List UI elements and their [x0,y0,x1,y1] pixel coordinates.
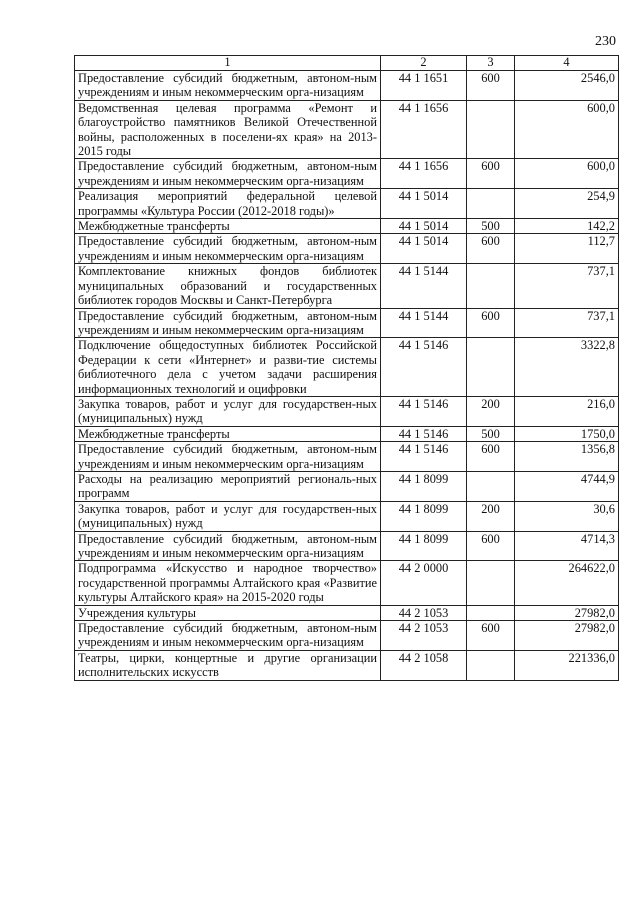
row-type-cell: 500 [467,426,515,441]
row-name-cell: Театры, цирки, концертные и другие организации исполнительских искусств [75,650,381,680]
row-code-cell: 44 1 8099 [381,531,467,561]
row-type-cell: 600 [467,71,515,101]
table-row [75,396,619,426]
header-col-3: 3 [467,56,515,71]
row-code-cell: 44 1 5146 [381,338,467,397]
table-row [75,159,619,189]
row-amount-cell: 3322,8 [515,338,619,397]
row-name-cell: Закупка товаров, работ и услуг для государствен-ных (муниципальных) нужд [75,396,381,426]
row-code-cell: 44 1 5146 [381,396,467,426]
row-name-cell: Предоставление субсидий бюджетным, автоном-ным учреждениям и иным некоммерческим орга-низациям [75,621,381,651]
row-code-cell: 44 1 5014 [381,219,467,234]
header-col-1: 1 [75,56,381,71]
row-type-cell: 600 [467,442,515,472]
row-code-cell: 44 1 5014 [381,234,467,264]
row-code-cell: 44 1 1656 [381,100,467,159]
row-amount-cell: 27982,0 [515,605,619,620]
row-amount-cell: 27982,0 [515,621,619,651]
row-amount-cell: 600,0 [515,159,619,189]
row-name-cell: Предоставление субсидий бюджетным, автоном-ным учреждениям и иным некоммерческим орга-низациям [75,71,381,101]
table-row [75,605,619,620]
row-amount-cell: 4744,9 [515,471,619,501]
row-amount-cell: 216,0 [515,396,619,426]
row-amount-cell: 142,2 [515,219,619,234]
table-row [75,426,619,441]
table-row [75,442,619,472]
row-name-cell: Комплектование книжных фондов библиотек муниципальных образований и государственных библиотек городов Москвы и Санкт-Петербурга [75,264,381,308]
row-name-cell: Подпрограмма «Искусство и народное творчество» государственной программы Алтайского края «Развитие культуры Алтайского края» на 2015-2020 годы [75,561,381,605]
row-name-cell: Предоставление субсидий бюджетным, автоном-ным учреждениям и иным некоммерческим орга-низациям [75,442,381,472]
table-row [75,501,619,531]
row-code-cell: 44 2 1053 [381,605,467,620]
row-type-cell: 600 [467,531,515,561]
row-code-cell: 44 2 1053 [381,621,467,651]
row-amount-cell: 30,6 [515,501,619,531]
row-type-cell [467,605,515,620]
row-type-cell [467,650,515,680]
row-code-cell: 44 1 1651 [381,71,467,101]
row-name-cell: Предоставление субсидий бюджетным, автоном-ным учреждениям и иным некоммерческим орга-низациям [75,531,381,561]
row-code-cell: 44 1 5146 [381,442,467,472]
row-code-cell: 44 1 5146 [381,426,467,441]
row-code-cell: 44 1 1656 [381,159,467,189]
row-amount-cell: 737,1 [515,308,619,338]
row-name-cell: Учреждения культуры [75,605,381,620]
row-type-cell [467,561,515,605]
row-code-cell: 44 2 0000 [381,561,467,605]
row-name-cell: Закупка товаров, работ и услуг для государствен-ных (муниципальных) нужд [75,501,381,531]
row-type-cell [467,100,515,159]
row-amount-cell: 254,9 [515,189,619,219]
row-type-cell: 500 [467,219,515,234]
row-name-cell: Расходы на реализацию мероприятий региональ-ных программ [75,471,381,501]
row-type-cell [467,189,515,219]
row-amount-cell: 1356,8 [515,442,619,472]
row-amount-cell: 221336,0 [515,650,619,680]
page-number: 230 [595,34,616,49]
row-code-cell: 44 1 8099 [381,501,467,531]
row-type-cell [467,264,515,308]
table-row [75,264,619,308]
row-amount-cell: 737,1 [515,264,619,308]
row-name-cell: Ведомственная целевая программа «Ремонт и благоустройство памятников Великой Отечественной войны, расположенных в поселени-ях края» на 2013-2015 годы [75,100,381,159]
row-type-cell: 600 [467,159,515,189]
row-name-cell: Подключение общедоступных библиотек Российской Федерации к сети «Интернет» и разви-тие системы библиотечного дела с учетом задачи расширения информационных технологий и оцифровки [75,338,381,397]
table-row [75,308,619,338]
row-type-cell: 200 [467,396,515,426]
row-type-cell: 600 [467,234,515,264]
row-amount-cell: 4714,3 [515,531,619,561]
row-name-cell: Предоставление субсидий бюджетным, автоном-ным учреждениям и иным некоммерческим орга-низациям [75,234,381,264]
row-type-cell: 200 [467,501,515,531]
row-name-cell: Реализация мероприятий федеральной целевой программы «Культура России (2012-2018 годы)» [75,189,381,219]
header-col-4: 4 [515,56,619,71]
row-type-cell: 600 [467,621,515,651]
table-row [75,650,619,680]
row-name-cell: Предоставление субсидий бюджетным, автоном-ным учреждениям и иным некоммерческим орга-низациям [75,308,381,338]
row-amount-cell: 112,7 [515,234,619,264]
row-code-cell: 44 1 5014 [381,189,467,219]
row-code-cell: 44 1 8099 [381,471,467,501]
budget-table [74,55,619,681]
table-header-row [75,56,619,71]
row-amount-cell: 1750,0 [515,426,619,441]
table-row [75,621,619,651]
row-name-cell: Межбюджетные трансферты [75,219,381,234]
table-row [75,71,619,101]
header-col-2: 2 [381,56,467,71]
row-type-cell [467,471,515,501]
table-row [75,338,619,397]
table-row [75,234,619,264]
row-type-cell [467,338,515,397]
row-amount-cell: 600,0 [515,100,619,159]
row-amount-cell: 264622,0 [515,561,619,605]
row-code-cell: 44 1 5144 [381,264,467,308]
row-name-cell: Межбюджетные трансферты [75,426,381,441]
row-amount-cell: 2546,0 [515,71,619,101]
row-name-cell: Предоставление субсидий бюджетным, автоном-ным учреждениям и иным некоммерческим орга-низациям [75,159,381,189]
table-row [75,189,619,219]
row-type-cell: 600 [467,308,515,338]
row-code-cell: 44 1 5144 [381,308,467,338]
table-row [75,561,619,605]
table-row [75,471,619,501]
table-row [75,219,619,234]
table-row [75,531,619,561]
table-row [75,100,619,159]
table-body [75,71,619,681]
row-code-cell: 44 2 1058 [381,650,467,680]
